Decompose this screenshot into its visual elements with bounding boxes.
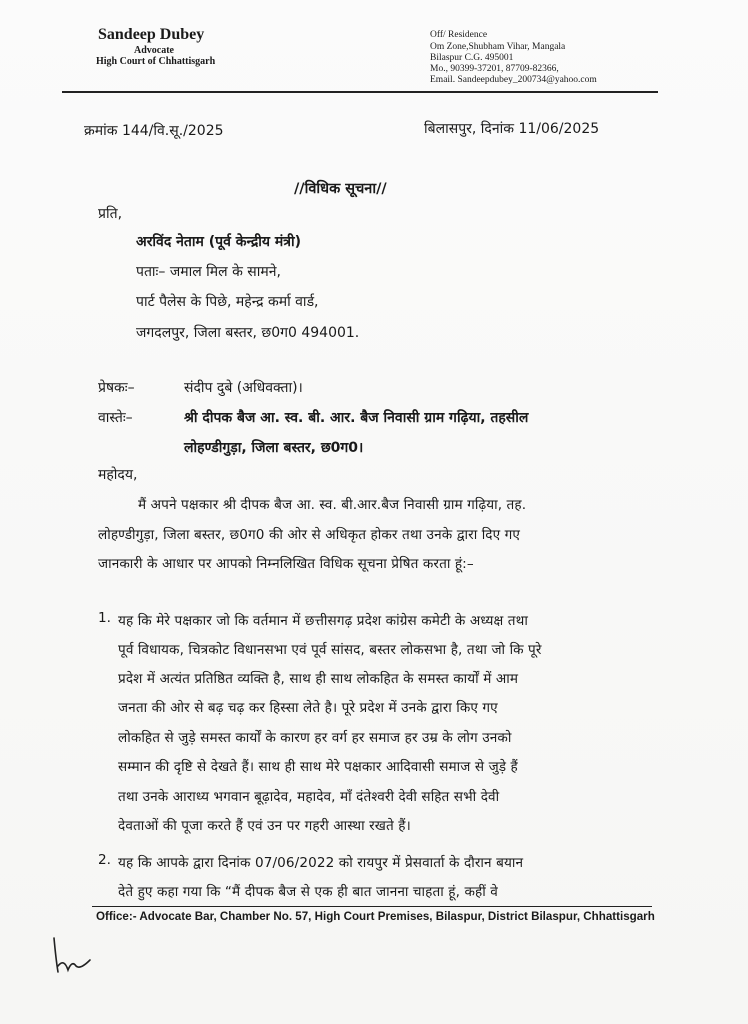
address-label: Off/ Residence (430, 30, 488, 40)
court-name: High Court of Chhattisgarh (96, 56, 216, 67)
behalf-label: वास्तेः– (98, 410, 133, 426)
client-details-2: लोहण्डीगुड़ा, जिला बस्तर, छ0ग0। (184, 440, 364, 456)
recipient-address-1: पताः– जमाल मिल के सामने, (136, 264, 281, 280)
email-address: Email. Sandeepdubey_200734@yahoo.com (430, 75, 597, 85)
point-1-line: प्रदेश में अत्यंत प्रतिष्ठित व्यक्ति है, साथ ही साथ लोकहित के समस्त कार्यों में आम (118, 671, 519, 687)
address-line1: Om Zone,Shubham Vihar, Mangala (430, 42, 566, 52)
recipient-address-3: जगदलपुर, जिला बस्तर, छ0ग0 494001. (136, 325, 360, 341)
intro-line-3: जानकारी के आधार पर आपको निम्नलिखित विधिक सूचना प्रेषित करता हूं:– (98, 556, 474, 572)
office-footer: Office:- Advocate Bar, Chamber No. 57, High Court Premises, Bilaspur, District Bilaspur, Chhattisgarh (96, 910, 655, 923)
notice-heading: //विधिक सूचना// (294, 181, 387, 197)
point-1-line: सम्मान की दृष्टि से देखते हैं। साथ ही साथ मेरे पक्षकार आदिवासी समाज से जुड़े हैं (118, 759, 518, 775)
intro-line-2: लोहण्डीगुड़ा, जिला बस्तर, छ0ग0 की ओर से अधिकृत होकर तथा उनके द्वारा दिए गए (98, 527, 520, 543)
phone-numbers: Mo., 90399-37201, 87709-82366, (430, 64, 559, 74)
address-line2: Bilaspur C.G. 495001 (430, 53, 514, 63)
sender-label: प्रेषकः– (98, 380, 135, 396)
point-2-number: 2. (98, 852, 111, 868)
point-1-line: पूर्व विधायक, चित्रकोट विधानसभा एवं पूर्व सांसद, बस्तर लोकसभा है, तथा जो कि पूरे (118, 642, 542, 658)
advocate-name: Sandeep Dubey (98, 26, 205, 43)
point-1-line: लोकहित से जुड़े समस्त कार्यों के कारण हर वर्ग हर समाज हर उम्र के लोग उनको (118, 730, 512, 746)
point-2-line: देते हुए कहा गया कि “मैं दीपक बैज से एक ही बात जानना चाहता हूं, कहीं वे (118, 884, 498, 900)
point-1-number: 1. (98, 610, 111, 626)
intro-line-1: मैं अपने पक्षकार श्री दीपक बैज आ. स्व. बी.आर.बैज निवासी ग्राम गढ़िया, तह. (138, 497, 527, 513)
advocate-title: Advocate (134, 45, 174, 56)
signature-mark (46, 930, 106, 980)
client-details-1: श्री दीपक बैज आ. स्व. बी. आर. बैज निवासी ग्राम गढ़िया, तहसील (184, 410, 529, 426)
footer-divider (92, 906, 652, 907)
point-1-line: यह कि मेरे पक्षकार जो कि वर्तमान में छत्तीसगढ़ प्रदेश कांग्रेस कमेटी के अध्यक्ष तथा (118, 613, 528, 629)
point-1-line: तथा उनके आराध्य भगवान बूढ़ादेव, महादेव, माँ दंतेश्वरी देवी सहित सभी देवी (118, 789, 500, 805)
reference-number: क्रमांक 144/वि.सू./2025 (84, 123, 224, 139)
point-2-line: यह कि आपके द्वारा दिनांक 07/06/2022 को रायपुर में प्रेसवार्ता के दौरान बयान (118, 855, 524, 871)
point-1-line: देवताओं की पूजा करते हैं एवं उन पर गहरी आस्था रखते हैं। (118, 818, 411, 834)
place-date: बिलासपुर, दिनांक 11/06/2025 (424, 121, 600, 137)
salutation: महोदय, (98, 467, 138, 483)
point-1-line: जनता की ओर से बढ़ चढ़ कर हिस्सा लेते है। पूरे प्रदेश में उनके द्वारा किए गए (118, 700, 498, 716)
to-label: प्रति, (98, 206, 123, 222)
header-divider (62, 91, 658, 93)
sender-name: संदीप दुबे (अधिवक्ता)। (184, 380, 303, 396)
recipient-name: अरविंद नेताम (पूर्व केन्द्रीय मंत्री) (136, 234, 302, 250)
recipient-address-2: पार्ट पैलेस के पिछे, महेन्द्र कर्मा वार्ड, (136, 294, 319, 310)
